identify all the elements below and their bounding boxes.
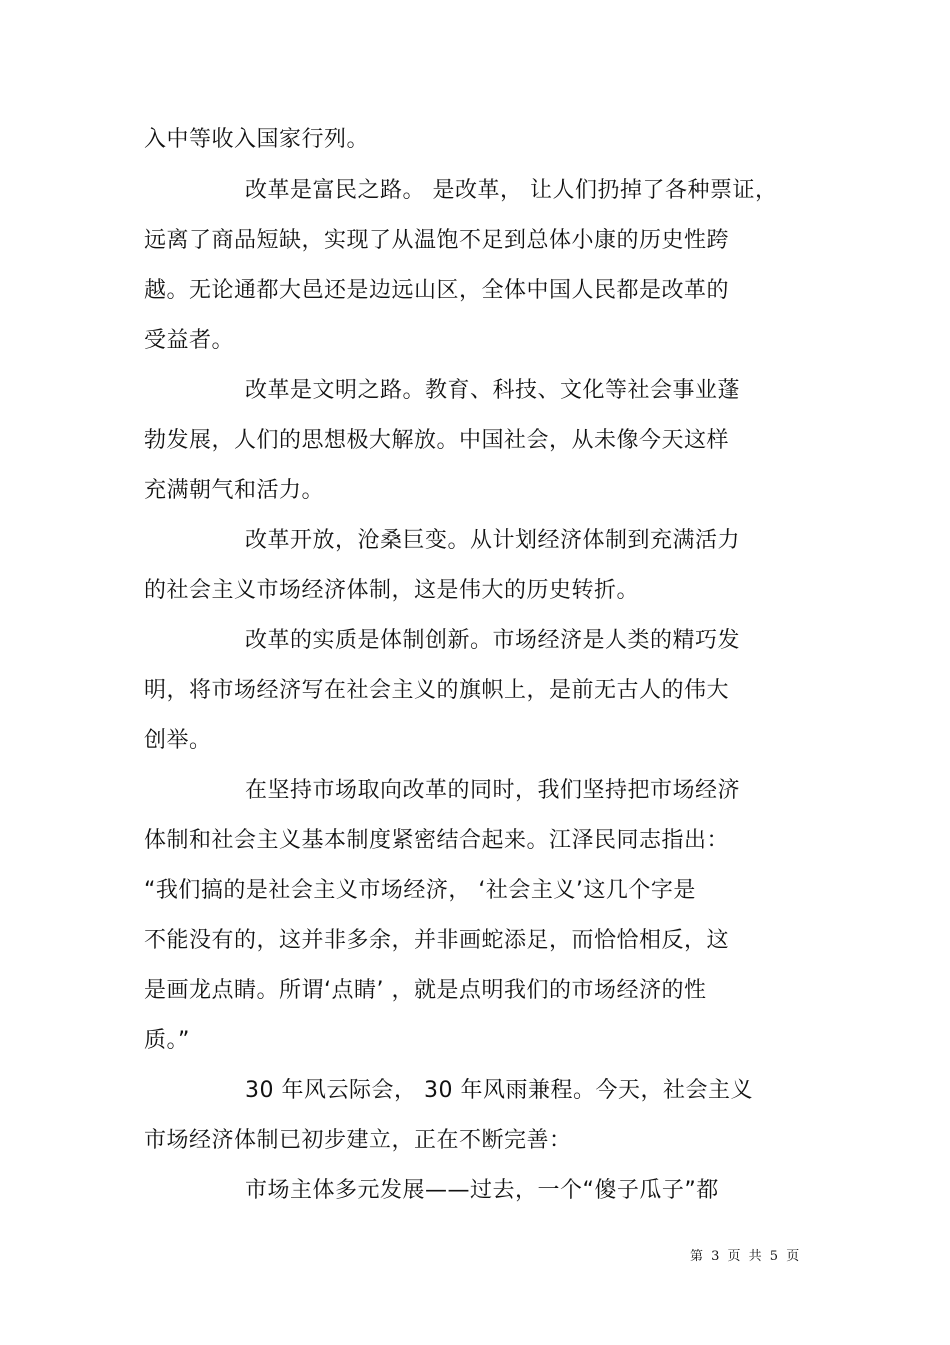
text-line: 创举。	[144, 728, 212, 753]
text-line: 改革是富民之路。 是改革， 让人们扔掉了各种票证，	[245, 178, 778, 203]
text-line: 质。”	[144, 1028, 190, 1053]
text-line: 入中等收入国家行列。	[144, 127, 370, 152]
text-line: 市场主体多元发展——过去，一个“傻子瓜子”都	[245, 1178, 719, 1203]
text-line: “我们搞的是社会主义市场经济， ‘社会主义’这几个字是	[144, 878, 696, 903]
text-line: 勃发展，人们的思想极大解放。中国社会，从未像今天这样	[144, 428, 730, 453]
text-line: 充满朝气和活力。	[144, 478, 325, 503]
text-line: 30 年风云际会， 30 年风雨兼程。今天，社会主义	[245, 1078, 753, 1103]
text-line: 明，将市场经济写在社会主义的旗帜上，是前无古人的伟大	[144, 678, 730, 703]
text-line: 不能没有的，这并非多余，并非画蛇添足，而恰恰相反，这	[144, 928, 730, 953]
text-line: 是画龙点睛。所谓‘点睛’ ，就是点明我们的市场经济的性	[144, 978, 707, 1003]
text-line: 在坚持市场取向改革的同时，我们坚持把市场经济	[245, 778, 741, 803]
text-line: 改革是文明之路。教育、科技、文化等社会事业蓬	[245, 378, 741, 403]
text-line: 越。无论通都大邑还是边远山区，全体中国人民都是改革的	[144, 278, 730, 303]
text-line: 体制和社会主义基本制度紧密结合起来。江泽民同志指出：	[144, 828, 730, 853]
text-line: 的社会主义市场经济体制，这是伟大的历史转折。	[144, 578, 640, 603]
text-line: 改革的实质是体制创新。市场经济是人类的精巧发	[245, 628, 741, 653]
text-line: 受益者。	[144, 328, 235, 353]
page-number: 第 3 页 共 5 页	[690, 1249, 802, 1264]
text-line: 市场经济体制已初步建立，正在不断完善：	[144, 1128, 572, 1153]
text-line: 远离了商品短缺，实现了从温饱不足到总体小康的历史性跨	[144, 228, 730, 253]
text-line: 改革开放，沧桑巨变。从计划经济体制到充满活力	[245, 528, 741, 553]
